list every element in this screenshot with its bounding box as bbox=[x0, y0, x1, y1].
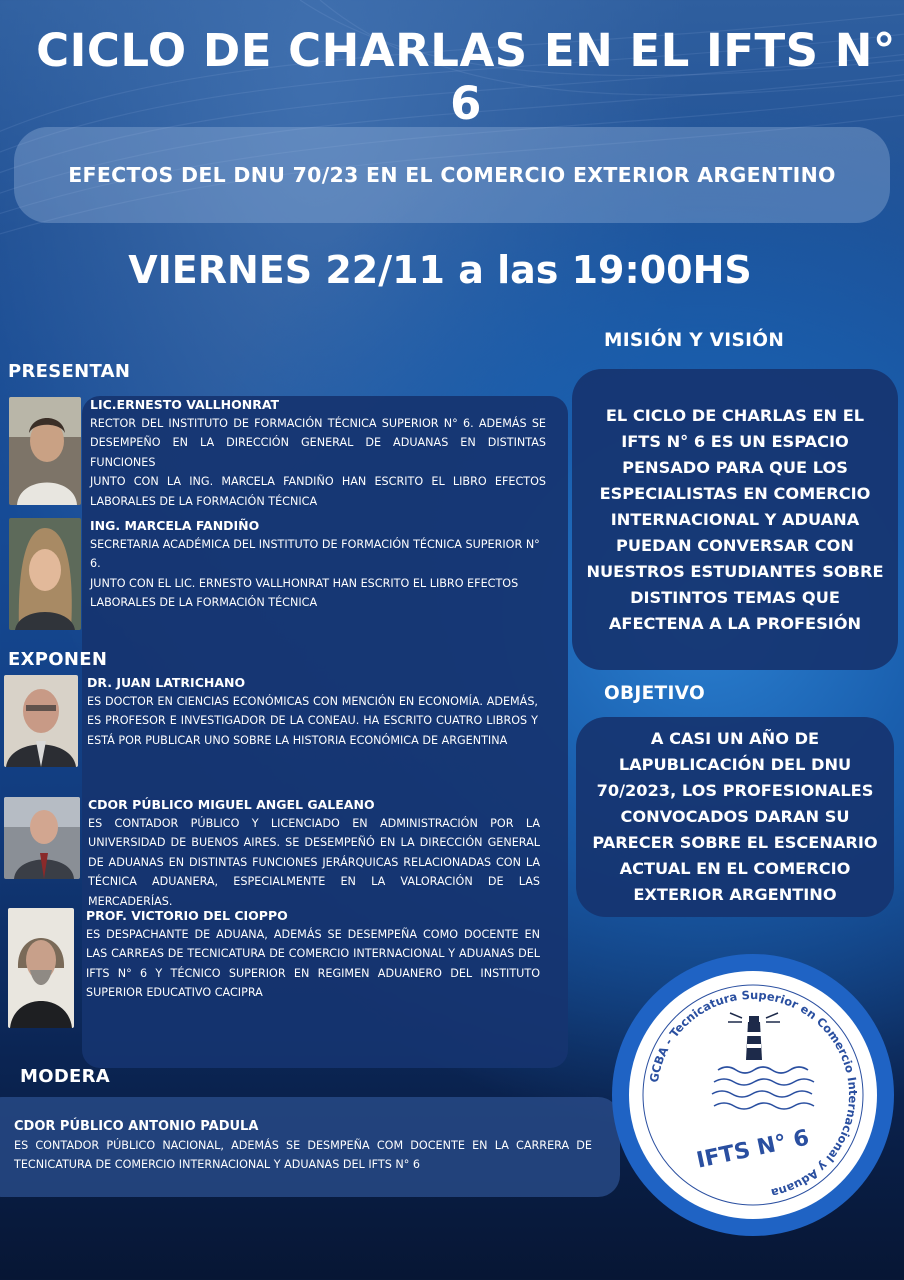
presenter-bio: RECTOR DEL INSTITUTO DE FORMACIÓN TÉCNICA SUPERIOR N° 6. ADEMÁS SE DESEMPEÑO EN LA DIRECCIÓN GENERAL DE ADUANAS EN DISTINTAS FUNCIONES bbox=[90, 417, 546, 469]
presenter-name: LIC.ERNESTO VALLHONRAT bbox=[90, 397, 280, 412]
speaker-photo bbox=[4, 797, 80, 879]
presenter-card bbox=[9, 518, 546, 630]
moderator-bio: ES CONTADOR PÚBLICO NACIONAL, ADEMÁS SE DESMPEÑA COM DOCENTE EN LA CARRERA DE TECNICATURA DE COMERCIO INTERNACIONAL Y ADUANAS DEL IFTS N° 6 bbox=[14, 1139, 592, 1172]
subtitle-banner bbox=[14, 127, 890, 223]
logo-name: IFTS N° 6 bbox=[694, 1125, 812, 1174]
objetivo-panel bbox=[576, 717, 894, 917]
presenter-card bbox=[9, 397, 546, 511]
speaker-photo bbox=[8, 908, 74, 1028]
speaker-bio: ES CONTADOR PÚBLICO Y LICENCIADO EN ADMINISTRACIÓN POR LA UNIVERSIDAD DE BUENOS AIRES. SE DESEMPEÑÓ EN LA DIRECCIÓN GENERAL DE ADUANAS EN DISTINTAS FUNCIONES JERÁRQUICAS RELACIONADAS CON LA TÉCNICA ADUANERA, ESPECIALMENTE EN LA VALORACIÓN DE LAS MERCADERÍAS. bbox=[88, 817, 540, 908]
presenter-bio: SECRETARIA ACADÉMICA DEL INSTITUTO DE FORMACIÓN TÉCNICA SUPERIOR N° 6. bbox=[90, 538, 540, 571]
logo-ring-text: GCBA - Tecnicatura Superior en Comercio Internacional y Aduana bbox=[646, 987, 861, 1201]
speaker-name: PROF. VICTORIO DEL CIOPPO bbox=[86, 908, 288, 923]
speaker-card bbox=[4, 797, 540, 911]
speaker-bio: ES DOCTOR EN CIENCIAS ECONÓMICAS CON MENCIÓN EN ECONOMÍA. ADEMÁS, ES PROFESOR E INVESTIGADOR DE LA CONEAU. HA ESCRITO CUATRO LIBROS Y ESTÁ POR PUBLICAR UNO SOBRE LA HISTORIA ECONÓMICA DE ARGENTINA bbox=[87, 695, 538, 747]
modera-label: MODERA bbox=[20, 1066, 111, 1087]
exponen-label: EXPONEN bbox=[8, 649, 108, 670]
presenter-bio: JUNTO CON LA ING. MARCELA FANDIÑO HAN ESCRITO EL LIBRO EFECTOS LABORALES DE LA FORMACIÓN TÉCNICA bbox=[90, 475, 546, 508]
presentan-label: PRESENTAN bbox=[8, 361, 131, 382]
speaker-name: DR. JUAN LATRICHANO bbox=[87, 675, 246, 690]
page-title: CICLO DE CHARLAS EN EL IFTS N° 6 bbox=[36, 24, 896, 130]
mision-panel bbox=[572, 369, 898, 670]
moderator-name: CDOR PÚBLICO ANTONIO PADULA bbox=[14, 1119, 259, 1134]
mision-text: EL CICLO DE CHARLAS EN EL IFTS N° 6 ES UN ESPACIO PENSADO PARA QUE LOS ESPECIALISTAS EN COMERCIO INTERNACIONAL Y ADUANA PUEDAN CONVERSAR CON NUESTROS ESTUDIANTES SOBRE DISTINTOS TEMAS QUE AFECTENA A LA PROFESIÓN bbox=[586, 405, 884, 633]
mision-heading: MISIÓN Y VISIÓN bbox=[604, 330, 785, 351]
presenter-bio: JUNTO CON EL LIC. ERNESTO VALLHONRAT HAN ESCRITO EL LIBRO EFECTOS LABORALES DE LA FORMACIÓN TÉCNICA bbox=[90, 576, 519, 610]
speaker-card bbox=[4, 675, 538, 767]
speaker-card bbox=[8, 908, 540, 1028]
objetivo-heading: OBJETIVO bbox=[604, 683, 705, 704]
event-date: VIERNES 22/11 a las 19:00HS bbox=[128, 248, 752, 292]
moderator-block bbox=[14, 1119, 592, 1175]
event-subtitle: EFECTOS DEL DNU 70/23 EN EL COMERCIO EXTERIOR ARGENTINO bbox=[68, 163, 836, 187]
ifts-logo bbox=[610, 952, 896, 1238]
objetivo-text: A CASI UN AÑO DE LAPUBLICACIÓN DEL DNU 70/2023, LOS PROFESIONALES CONVOCADOS DARAN SU PARECER SOBRE EL ESCENARIO ACTUAL EN EL COMERCIO EXTERIOR ARGENTINO bbox=[592, 729, 878, 904]
speaker-photo bbox=[4, 675, 78, 767]
speaker-bio: ES DESPACHANTE DE ADUANA, ADEMÁS SE DESEMPEÑA COMO DOCENTE EN LAS CARREAS DE TECNICATURA DE COMERCIO INTERNACIONAL Y ADUANAS DEL IFTS N° 6 Y TÉCNICO SUPERIOR EN REGIMEN ADUANERO DEL INSTITUTO SUPERIOR EDUCATIVO CACIPRA bbox=[86, 928, 540, 1000]
presenter-name: ING. MARCELA FANDIÑO bbox=[90, 518, 260, 533]
speaker-name: CDOR PÚBLICO MIGUEL ANGEL GALEANO bbox=[88, 797, 375, 812]
presenter-photo bbox=[9, 397, 81, 505]
presenter-photo bbox=[9, 518, 81, 630]
